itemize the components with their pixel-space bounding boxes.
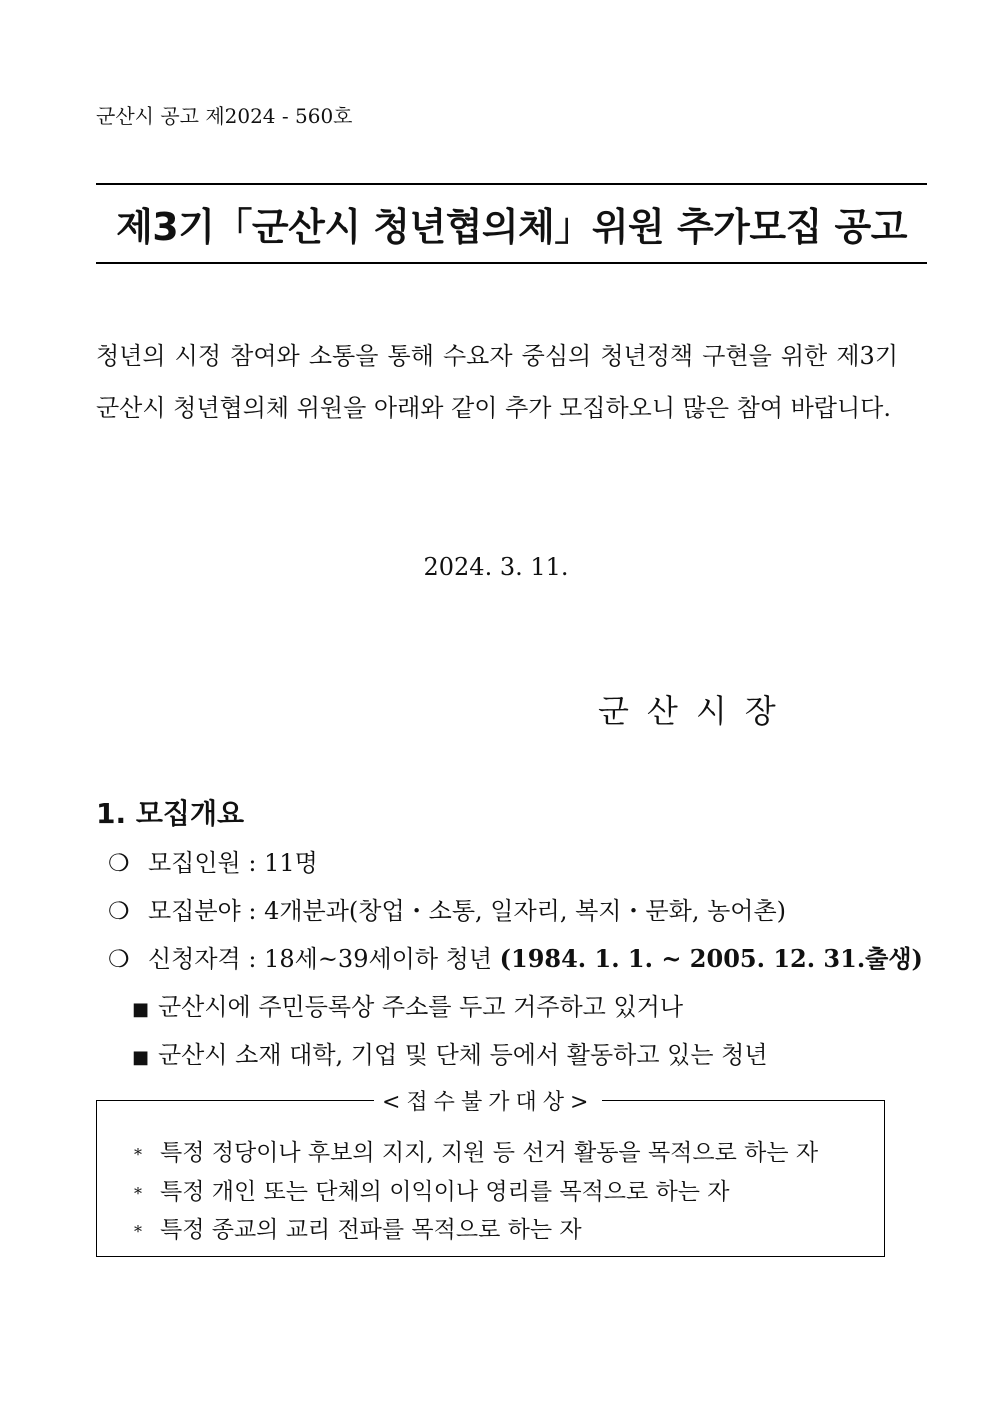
- item-value: 18세~39세이하 청년: [264, 945, 500, 973]
- issuer-signature: 군산시장: [598, 692, 794, 730]
- item-label: 신청자격 :: [148, 945, 265, 973]
- overview-item-fields: [108, 891, 786, 926]
- item-label: 모집분야 :: [148, 897, 265, 925]
- sub-item-text: 군산시에 주민등록상 주소를 두고 거주하고 있거나: [158, 993, 684, 1021]
- item-label: 모집인원 :: [148, 849, 265, 877]
- circle-bullet-icon: ❍: [108, 897, 130, 925]
- notice-number: 군산시 공고 제2024 - 560호: [96, 104, 353, 128]
- star-bullet-icon: *: [134, 1184, 142, 1203]
- birth-range: (1984. 1. 1. ~ 2005. 12. 31.출생): [499, 944, 923, 973]
- star-bullet-icon: *: [134, 1145, 142, 1164]
- exclusion-item: [134, 1211, 582, 1244]
- circle-bullet-icon: ❍: [108, 849, 130, 877]
- section-title: 1. 모집개요: [96, 797, 245, 830]
- item-value: 4개분과(창업・소통, 일자리, 복지・문화, 농어촌): [264, 897, 786, 925]
- circle-bullet-icon: ❍: [108, 945, 130, 973]
- document-title: 제3기「군산시 청년협의체」위원 추가모집 공고: [116, 205, 907, 249]
- exclusion-item: [134, 1173, 730, 1206]
- exclusion-box-title: <접수불가대상>: [374, 1085, 602, 1116]
- square-bullet-icon: ■: [132, 999, 150, 1020]
- overview-item-eligibility: [108, 939, 923, 974]
- exclusion-item: [134, 1134, 818, 1167]
- title-top-rule: [96, 183, 927, 185]
- eligibility-sub-item: [132, 987, 683, 1022]
- exclusion-item-text: 특정 개인 또는 단체의 이익이나 영리를 목적으로 하는 자: [160, 1179, 730, 1205]
- exclusion-item-text: 특정 종교의 교리 전파를 목적으로 하는 자: [160, 1217, 582, 1243]
- intro-paragraph: 청년의 시정 참여와 소통을 통해 수요자 중심의 청년정책 구현을 위한 제3기 군산시 청년협의체 위원을 아래와 같이 추가 모집하오니 많은 참여 바랍니다.: [96, 342, 898, 422]
- item-value: 11명: [264, 849, 318, 877]
- title-bottom-rule: [96, 262, 927, 264]
- exclusion-item-text: 특정 정당이나 후보의 지지, 지원 등 선거 활동을 목적으로 하는 자: [160, 1140, 819, 1166]
- star-bullet-icon: *: [134, 1222, 142, 1241]
- announcement-date: 2024. 3. 11.: [423, 553, 569, 581]
- sub-item-text: 군산시 소재 대학, 기업 및 단체 등에서 활동하고 있는 청년: [158, 1041, 768, 1069]
- square-bullet-icon: ■: [132, 1047, 150, 1068]
- eligibility-sub-item: [132, 1035, 768, 1070]
- overview-item-headcount: [108, 843, 318, 878]
